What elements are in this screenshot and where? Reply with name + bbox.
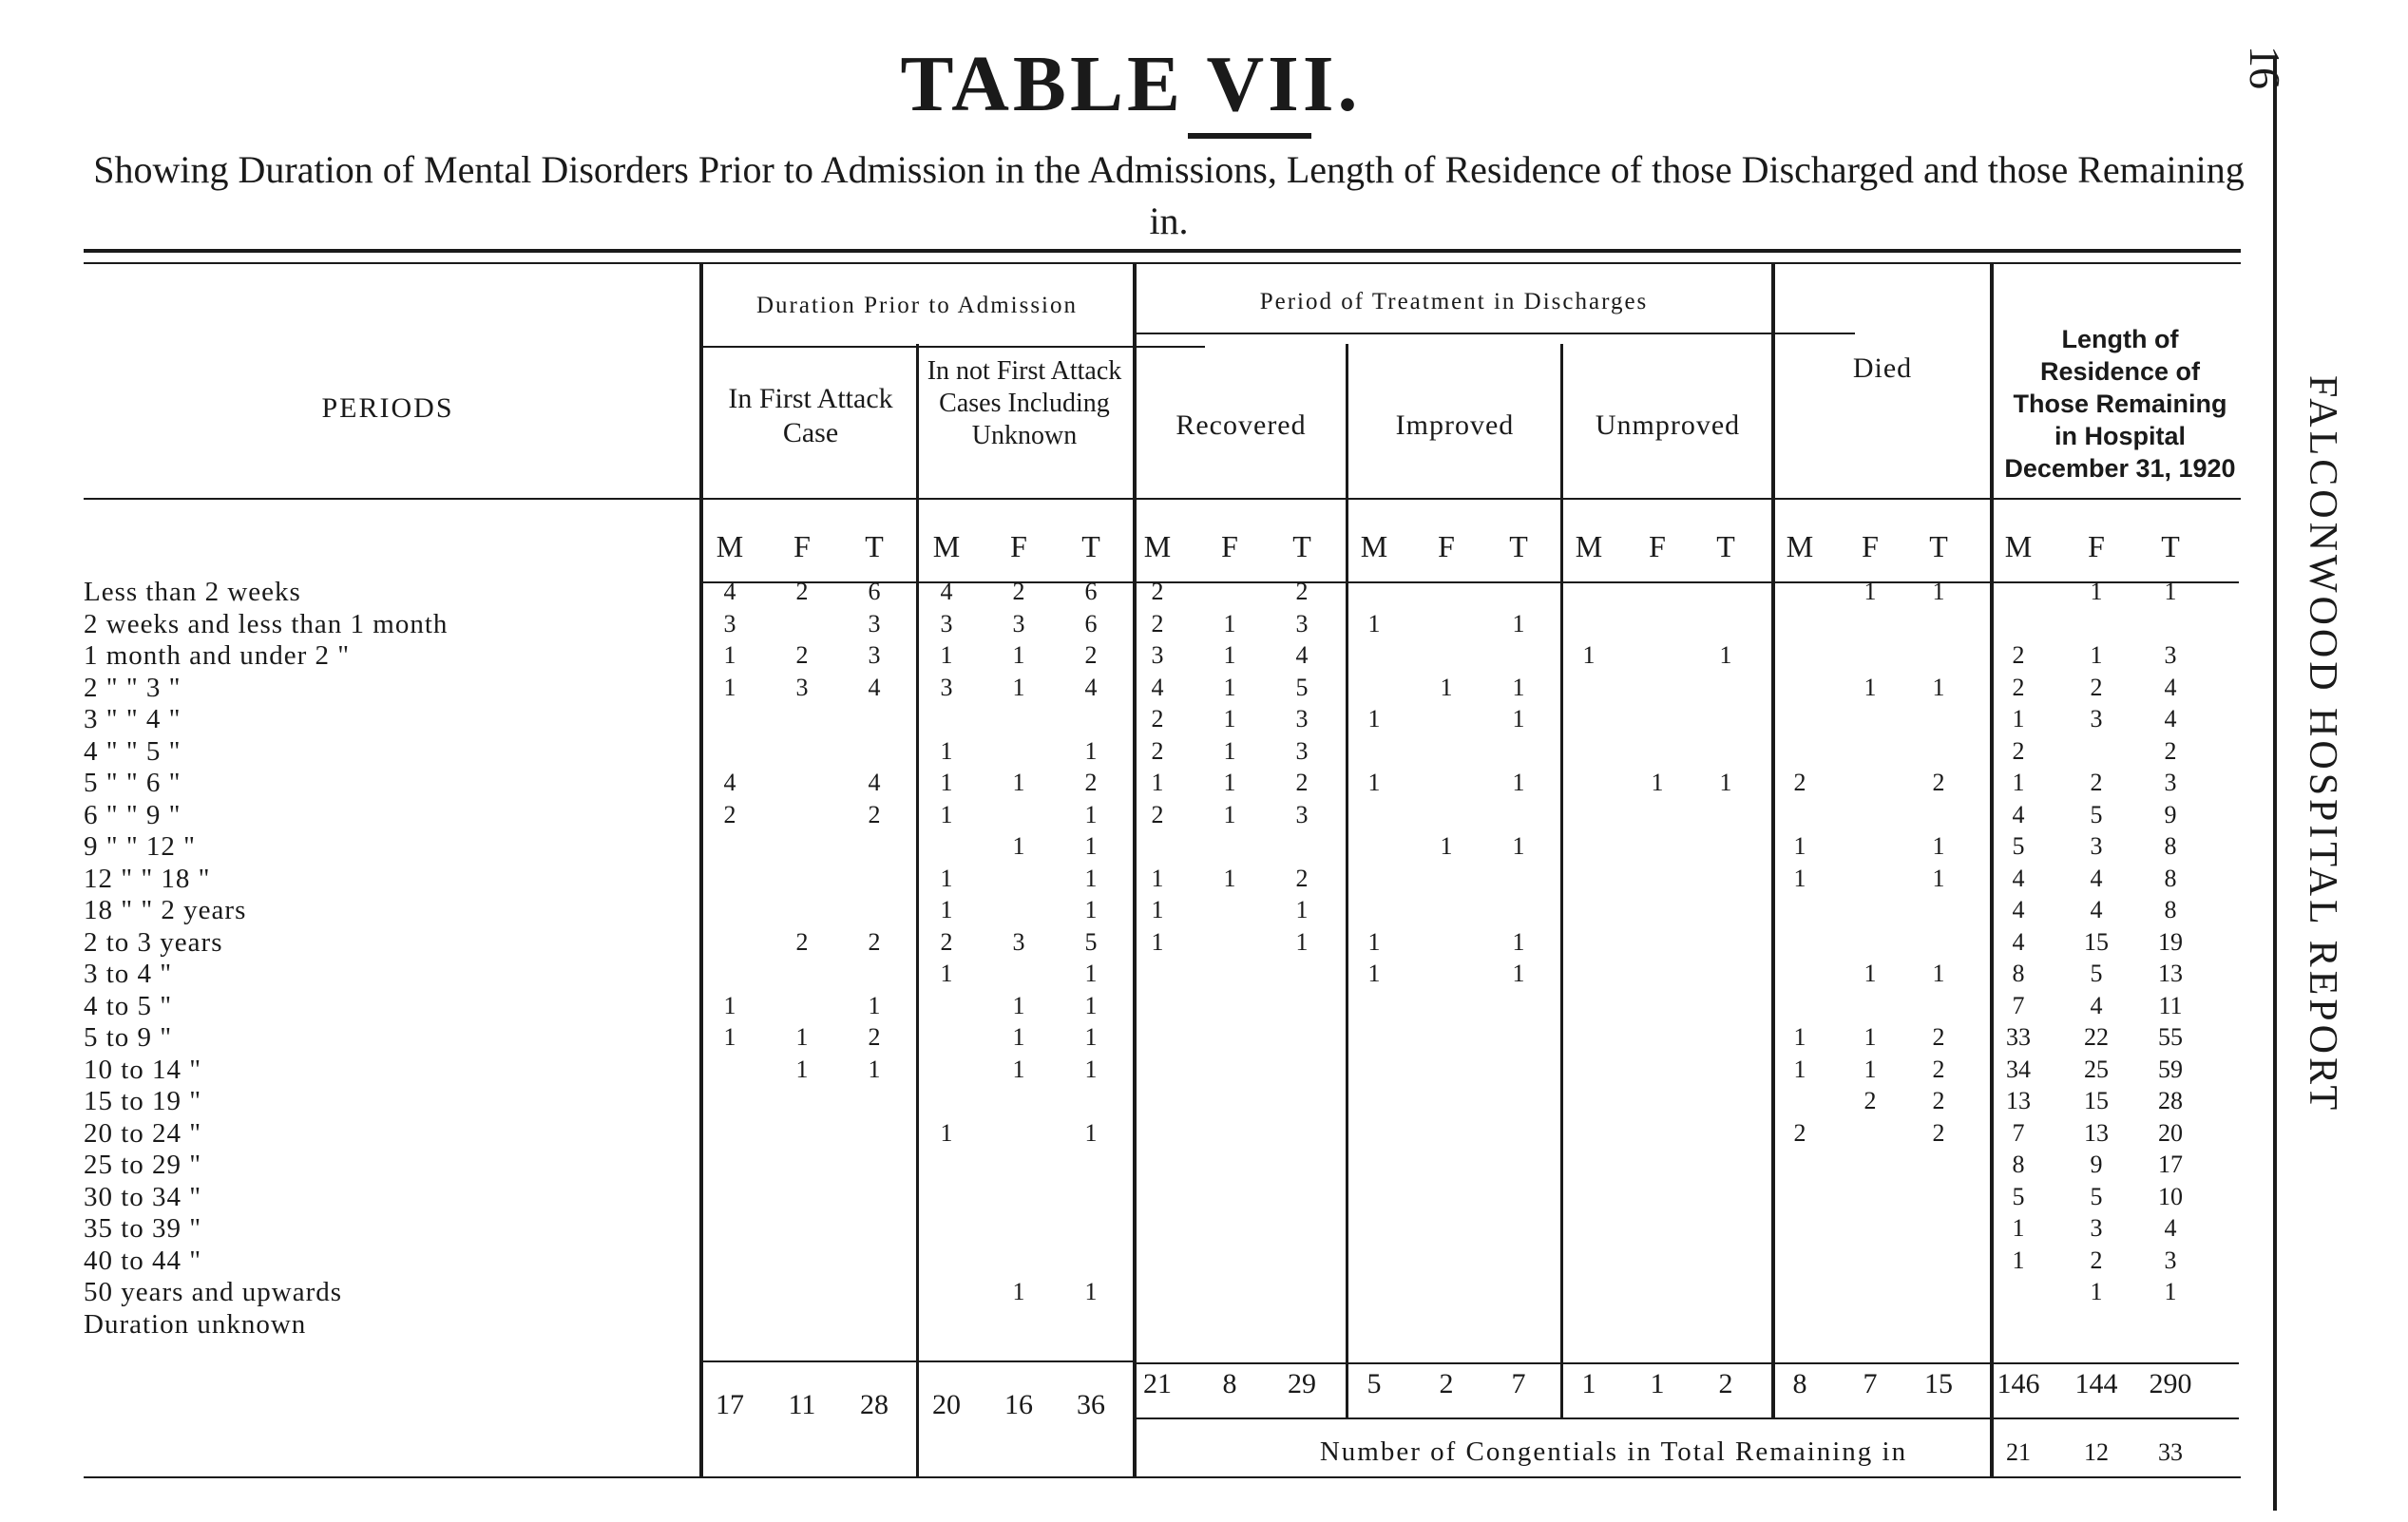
table-cell: 1 <box>1793 864 1806 892</box>
table-cell: 13 <box>2084 1118 2109 1147</box>
treatment-header: Period of Treatment in Discharges <box>1259 289 1649 314</box>
mft-header-cell: F <box>1010 529 1027 563</box>
total-cell: 20 <box>932 1389 961 1420</box>
header-bottom-rule <box>84 498 2241 500</box>
table-cell: 1 <box>1084 1278 1098 1305</box>
table-cell: 1 <box>2012 1214 2025 1242</box>
table-cell: 2 <box>1863 1087 1877 1114</box>
page-title: TABLE VII. <box>900 40 1362 128</box>
table-cell: 2 <box>2012 736 2025 765</box>
congenitals-value: 33 <box>2158 1438 2183 1466</box>
table-cell: 1 <box>1223 641 1236 669</box>
table-cell: 1 <box>2012 1246 2025 1274</box>
table-cell: 3 <box>2090 1214 2103 1242</box>
table-cell: 1 <box>1512 832 1525 860</box>
mft-header-cell: T <box>1716 529 1735 563</box>
page-subtitle: Showing Duration of Mental Disorders Prior to Admission in the Admissions, Length of Residence of those Discharged and those Remaining in. <box>93 148 2245 242</box>
table-cell: 4 <box>868 673 881 701</box>
table-cell: 2 <box>1151 578 1164 605</box>
table-cell: 1 <box>940 800 953 828</box>
period-label: 6 " " 9 " <box>84 799 182 830</box>
table-cell: 1 <box>1440 673 1453 701</box>
died-header: Died <box>1852 352 1913 384</box>
table-cell: 1 <box>1367 609 1381 637</box>
total-cell: 1 <box>1581 1368 1596 1399</box>
table-cell: 4 <box>2012 864 2025 892</box>
table-cell: 1 <box>1367 705 1381 732</box>
table-cell: 8 <box>2012 960 2025 987</box>
table-cell: 17 <box>2158 1151 2183 1178</box>
table-cell: 1 <box>1367 769 1381 796</box>
table-cell: 1 <box>723 991 736 1019</box>
table-cell: 1 <box>1223 705 1236 732</box>
improved-header: Improved <box>1395 409 1515 441</box>
table-cell: 1 <box>723 673 736 701</box>
total-cell: 5 <box>1366 1368 1382 1399</box>
table-cell: 5 <box>2090 1182 2103 1210</box>
table-cell: 3 <box>2164 1246 2177 1274</box>
table-cell: 1 <box>1084 736 1098 765</box>
col-rule-recovered <box>1346 344 1348 1417</box>
table-cell: 1 <box>2090 641 2103 669</box>
table-cell: 4 <box>2164 673 2177 701</box>
table-cell: 1 <box>1793 1023 1806 1051</box>
table-cell: 2 <box>868 800 881 828</box>
table-cell: 1 <box>1223 736 1236 765</box>
period-label: 20 to 24 " <box>84 1117 202 1149</box>
total-cell: 15 <box>1924 1368 1953 1399</box>
table-cell: 1 <box>1223 769 1236 796</box>
table-cell: 1 <box>1151 927 1164 956</box>
table-cell: 1 <box>868 991 881 1019</box>
table-cell: 2 <box>2012 641 2025 669</box>
table-bottom-rule <box>84 1476 2241 1478</box>
table-cell: 3 <box>723 609 736 637</box>
side-page-number: 16 <box>2241 46 2289 89</box>
congenitals-value: 12 <box>2084 1438 2109 1466</box>
table-cell: 11 <box>2158 991 2183 1019</box>
table-cell: 1 <box>1863 1055 1877 1083</box>
period-label: 3 " " 4 " <box>84 704 182 734</box>
period-label: 5 " " 6 " <box>84 768 182 798</box>
period-label: 25 to 29 " <box>84 1150 202 1180</box>
table-cell: 1 <box>1512 769 1525 796</box>
table-cell: 1 <box>1512 705 1525 732</box>
table-cell: 4 <box>2012 896 2025 923</box>
mft-header-cell: T <box>2161 529 2180 563</box>
table-cell: 5 <box>1084 927 1098 956</box>
table-cell: 1 <box>1719 641 1732 669</box>
total-cell: 36 <box>1077 1389 1105 1420</box>
table-cell: 13 <box>2158 960 2183 987</box>
period-label: 1 month and under 2 " <box>84 640 351 671</box>
table-cell: 1 <box>1651 769 1664 796</box>
table-cell: 2 <box>868 927 881 956</box>
table-cell: 1 <box>1012 769 1025 796</box>
table-cell: 3 <box>2090 705 2103 732</box>
table-cell: 5 <box>2012 1182 2025 1210</box>
table-cell: 1 <box>1932 864 1945 892</box>
table-cell: 1 <box>1012 1278 1025 1305</box>
table-cell: 1 <box>2164 578 2177 605</box>
table-cell: 4 <box>1084 673 1098 701</box>
table-cell: 8 <box>2012 1151 2025 1178</box>
table-cell: 1 <box>1151 769 1164 796</box>
mft-header-cell: F <box>1649 529 1666 563</box>
total-cell: 17 <box>716 1389 744 1420</box>
table-cell: 2 <box>1295 864 1309 892</box>
mft-header-cell: M <box>1360 529 1388 563</box>
total-rule <box>1137 1362 1771 1364</box>
mft-header-cell: T <box>1081 529 1100 563</box>
period-label: 40 to 44 " <box>84 1245 202 1276</box>
table-cell: 1 <box>1084 864 1098 892</box>
table-cell: 5 <box>2090 800 2103 828</box>
period-label: 2 weeks and less than 1 month <box>84 608 449 639</box>
table-cell: 1 <box>1084 991 1098 1019</box>
table-cell: 2 <box>1295 769 1309 796</box>
table-cell: 1 <box>940 736 953 765</box>
table-cell: 1 <box>2012 769 2025 796</box>
table-cell: 1 <box>1084 896 1098 923</box>
mft-header-cell: T <box>1292 529 1311 563</box>
table-cell: 2 <box>1151 609 1164 637</box>
table-cell: 9 <box>2164 800 2177 828</box>
table-cell: 1 <box>1012 641 1025 669</box>
table-cell: 3 <box>940 609 953 637</box>
total-cell: 16 <box>1004 1389 1033 1420</box>
table-cell: 9 <box>2090 1151 2103 1178</box>
table-cell: 7 <box>2012 991 2025 1019</box>
group-rule-duration <box>701 346 1205 348</box>
table-cell: 4 <box>2090 896 2103 923</box>
table-cell: 2 <box>1151 800 1164 828</box>
recovered-header: Recovered <box>1175 409 1307 441</box>
table-cell: 4 <box>940 578 953 605</box>
mft-header-cell: M <box>1786 529 1814 563</box>
period-label: Less than 2 weeks <box>84 577 301 607</box>
table-cell: 10 <box>2158 1182 2183 1210</box>
table-cell: 3 <box>868 609 881 637</box>
mft-header-cell: F <box>2088 529 2105 563</box>
mft-header-cell: T <box>865 529 884 563</box>
table-cell: 1 <box>1512 960 1525 987</box>
table-cell: 1 <box>1012 832 1025 860</box>
table-cell: 5 <box>2012 832 2025 860</box>
table-cell: 28 <box>2158 1087 2183 1114</box>
table-top-rule-2 <box>84 262 2241 264</box>
total-cell: 146 <box>1997 1368 2040 1399</box>
period-label: 30 to 34 " <box>84 1181 202 1212</box>
total-cell: 8 <box>1792 1368 1807 1399</box>
table-cell: 2 <box>1793 1118 1806 1147</box>
table-cell: 1 <box>868 1055 881 1083</box>
table-cell: 2 <box>940 927 953 956</box>
table-cell: 1 <box>940 896 953 923</box>
side-running-title: FALCONWOOD HOSPITAL REPORT <box>2301 375 2344 1114</box>
table-cell: 2 <box>1932 1023 1945 1051</box>
mft-header-cell: M <box>932 529 961 563</box>
table-cell: 1 <box>1367 927 1381 956</box>
table-cell: 8 <box>2164 896 2177 923</box>
table-cell: 1 <box>2164 1278 2177 1305</box>
table-cell: 1 <box>1512 673 1525 701</box>
table-cell: 59 <box>2158 1055 2183 1083</box>
table-cell: 2 <box>868 1023 881 1051</box>
table-cell: 33 <box>2006 1023 2031 1051</box>
duration-prior-header: Duration Prior to Admission <box>755 293 1079 318</box>
table-cell: 1 <box>1084 960 1098 987</box>
table-cell: 1 <box>1932 960 1945 987</box>
period-label: 10 to 14 " <box>84 1054 202 1085</box>
table-cell: 1 <box>2012 705 2025 732</box>
table-cell: 22 <box>2084 1023 2109 1051</box>
table-cell: 2 <box>2012 673 2025 701</box>
table-cell: 1 <box>1440 832 1453 860</box>
period-label: 4 " " 5 " <box>84 735 182 767</box>
mft-header-cell: F <box>1438 529 1455 563</box>
table-cell: 2 <box>2164 736 2177 765</box>
mft-header-cell: M <box>1575 529 1603 563</box>
total-cell: 290 <box>2149 1368 2192 1399</box>
mft-header-cell: M <box>716 529 744 563</box>
table-cell: 8 <box>2164 832 2177 860</box>
total-cell: 144 <box>2074 1368 2118 1399</box>
table-cell: 6 <box>1084 578 1098 605</box>
table-cell: 1 <box>2090 1278 2103 1305</box>
table-cell: 3 <box>2090 832 2103 860</box>
table-cell: 1 <box>723 641 736 669</box>
table-cell: 4 <box>723 578 736 605</box>
congenitals-label: Number of Congentials in Total Remaining in <box>1319 1436 1908 1467</box>
table-cell: 1 <box>1932 578 1945 605</box>
total-cell: 2 <box>1439 1368 1454 1399</box>
total-cell: 7 <box>1863 1368 1878 1399</box>
total-cell: 11 <box>788 1389 816 1420</box>
congenitals-rule <box>1137 1417 2239 1419</box>
first-attack-header: In First Attack Case <box>728 383 893 448</box>
table-cell: 2 <box>1151 736 1164 765</box>
table-cell: 5 <box>2090 960 2103 987</box>
mft-header-cell: T <box>1929 529 1948 563</box>
table-cell: 3 <box>1295 609 1309 637</box>
table-cell: 4 <box>2012 800 2025 828</box>
mft-header-cell: M <box>2004 529 2033 563</box>
table-cell: 1 <box>1084 1118 1098 1147</box>
margin-rule <box>2273 57 2277 1511</box>
table-cell: 1 <box>1012 673 1025 701</box>
table-cell: 7 <box>2012 1118 2025 1147</box>
table-cell: 1 <box>940 864 953 892</box>
table-cell: 1 <box>1223 673 1236 701</box>
table-cell: 2 <box>1932 769 1945 796</box>
table-cell: 3 <box>1012 609 1025 637</box>
table-cell: 2 <box>2090 769 2103 796</box>
period-label: 35 to 39 " <box>84 1213 202 1244</box>
table-cell: 25 <box>2084 1055 2109 1083</box>
period-label: 5 to 9 " <box>84 1022 173 1053</box>
table-cell: 4 <box>2012 927 2025 956</box>
table-cell: 1 <box>2090 578 2103 605</box>
unimproved-header: Unmproved <box>1595 409 1741 441</box>
table-cell: 2 <box>2090 1246 2103 1274</box>
period-label: 2 " " 3 " <box>84 672 182 703</box>
table-cell: 1 <box>1295 896 1309 923</box>
table-cell: 8 <box>2164 864 2177 892</box>
table-cell: 2 <box>2090 673 2103 701</box>
table-cell: 1 <box>940 960 953 987</box>
total-cell: 1 <box>1650 1368 1665 1399</box>
table-cell: 1 <box>940 1118 953 1147</box>
table-cell: 1 <box>1084 800 1098 828</box>
table-cell: 2 <box>1932 1087 1945 1114</box>
table-cell: 2 <box>1793 769 1806 796</box>
table-cell: 2 <box>723 800 736 828</box>
table-cell: 4 <box>868 769 881 796</box>
total-rule <box>1775 1362 1990 1364</box>
total-cell: 8 <box>1222 1368 1237 1399</box>
table-cell: 4 <box>723 769 736 796</box>
table-cell: 1 <box>940 641 953 669</box>
table-cell: 3 <box>1295 705 1309 732</box>
table-cell: 20 <box>2158 1118 2183 1147</box>
table-cell: 4 <box>1295 641 1309 669</box>
period-label: 9 " " 12 " <box>84 831 197 862</box>
mft-header-cell: F <box>1221 529 1238 563</box>
table-cell: 1 <box>795 1055 809 1083</box>
mft-header-cell: F <box>1862 529 1879 563</box>
table-cell: 1 <box>1012 991 1025 1019</box>
congenitals-value: 21 <box>2006 1438 2031 1466</box>
table-cell: 4 <box>2164 1214 2177 1242</box>
table-cell: 2 <box>1012 578 1025 605</box>
period-label: 2 to 3 years <box>84 926 223 958</box>
table-cell: 1 <box>1295 927 1309 956</box>
table-cell: 1 <box>1223 800 1236 828</box>
table-cell: 3 <box>2164 641 2177 669</box>
period-label: 12 " " 18 " <box>84 863 211 894</box>
table-cell: 1 <box>1084 1023 1098 1051</box>
mft-header-cell: M <box>1143 529 1172 563</box>
col-rule-improved <box>1560 344 1563 1417</box>
table-cell: 1 <box>1084 1055 1098 1083</box>
title-underline <box>1188 133 1311 139</box>
table-cell: 1 <box>1932 673 1945 701</box>
table-cell: 3 <box>868 641 881 669</box>
periods-header: PERIODS <box>321 392 454 424</box>
period-label: 18 " " 2 years <box>84 895 247 925</box>
table-cell: 5 <box>1295 673 1309 701</box>
table-cell: 3 <box>1151 641 1164 669</box>
mft-header-cell: F <box>793 529 811 563</box>
table-cell: 4 <box>2090 864 2103 892</box>
table-cell: 55 <box>2158 1023 2183 1051</box>
total-rule <box>701 1360 1133 1362</box>
table-cell: 1 <box>1512 609 1525 637</box>
table-cell: 2 <box>1932 1118 1945 1147</box>
table-cell: 2 <box>1295 578 1309 605</box>
residence-header: Length of Residence of Those Remaining in Hospital December 31, 1920 <box>2004 325 2236 483</box>
table-cell: 1 <box>1223 864 1236 892</box>
table-cell: 1 <box>1863 960 1877 987</box>
table-cell: 1 <box>1151 896 1164 923</box>
table-cell: 1 <box>1084 832 1098 860</box>
mft-header-cell: T <box>1509 529 1528 563</box>
period-label: 15 to 19 " <box>84 1086 202 1116</box>
period-label: 50 years and upwards <box>84 1277 343 1307</box>
table-cell: 2 <box>1084 769 1098 796</box>
table-cell: 1 <box>1223 609 1236 637</box>
total-cell: 7 <box>1511 1368 1526 1399</box>
total-rule <box>1994 1362 2239 1364</box>
table-cell: 2 <box>1151 705 1164 732</box>
table-cell: 1 <box>1367 960 1381 987</box>
table-cell: 2 <box>795 641 809 669</box>
table-cell: 1 <box>795 1023 809 1051</box>
total-cell: 2 <box>1718 1368 1733 1399</box>
table-cell: 1 <box>1793 1055 1806 1083</box>
table-cell: 13 <box>2006 1087 2031 1114</box>
table-cell: 15 <box>2084 1087 2109 1114</box>
table-cell: 3 <box>795 673 809 701</box>
table-cell: 34 <box>2006 1055 2031 1083</box>
table-cell: 2 <box>795 578 809 605</box>
table-cell: 3 <box>1295 800 1309 828</box>
table-cell: 1 <box>723 1023 736 1051</box>
table-cell: 6 <box>1084 609 1098 637</box>
table-cell: 1 <box>1863 673 1877 701</box>
period-label: Duration unknown <box>84 1308 307 1340</box>
table-cell: 1 <box>940 769 953 796</box>
table-cell: 4 <box>2164 705 2177 732</box>
not-first-attack-header: In not First Attack Cases Including Unknown <box>927 356 1122 450</box>
table-cell: 1 <box>1512 927 1525 956</box>
table-cell: 2 <box>1084 641 1098 669</box>
table-cell: 1 <box>1012 1023 1025 1051</box>
data-table <box>84 249 2241 1484</box>
period-label: 3 to 4 " <box>84 959 173 989</box>
table-cell: 1 <box>1582 641 1596 669</box>
table-cell: 1 <box>1012 1055 1025 1083</box>
table-cell: 3 <box>1012 927 1025 956</box>
table-cell: 3 <box>2164 769 2177 796</box>
table-cell: 3 <box>1295 736 1309 765</box>
table-top-rule <box>84 249 2241 253</box>
total-cell: 29 <box>1288 1368 1316 1399</box>
total-cell: 21 <box>1143 1368 1172 1399</box>
table-cell: 2 <box>1932 1055 1945 1083</box>
table-cell: 3 <box>940 673 953 701</box>
group-rule-treatment <box>1133 333 1855 334</box>
table-cell: 1 <box>1863 578 1877 605</box>
table-cell: 1 <box>1863 1023 1877 1051</box>
table-cell: 1 <box>1151 864 1164 892</box>
table-cell: 4 <box>2090 991 2103 1019</box>
table-cell: 1 <box>1932 832 1945 860</box>
table-cell: 1 <box>1719 769 1732 796</box>
table-cell: 15 <box>2084 927 2109 956</box>
period-label: 4 to 5 " <box>84 990 173 1021</box>
table-cell: 1 <box>1793 832 1806 860</box>
table-cell: 2 <box>795 927 809 956</box>
table-cell: 4 <box>1151 673 1164 701</box>
table-cell: 19 <box>2158 927 2183 956</box>
table-cell: 6 <box>868 578 881 605</box>
total-cell: 28 <box>860 1389 889 1420</box>
